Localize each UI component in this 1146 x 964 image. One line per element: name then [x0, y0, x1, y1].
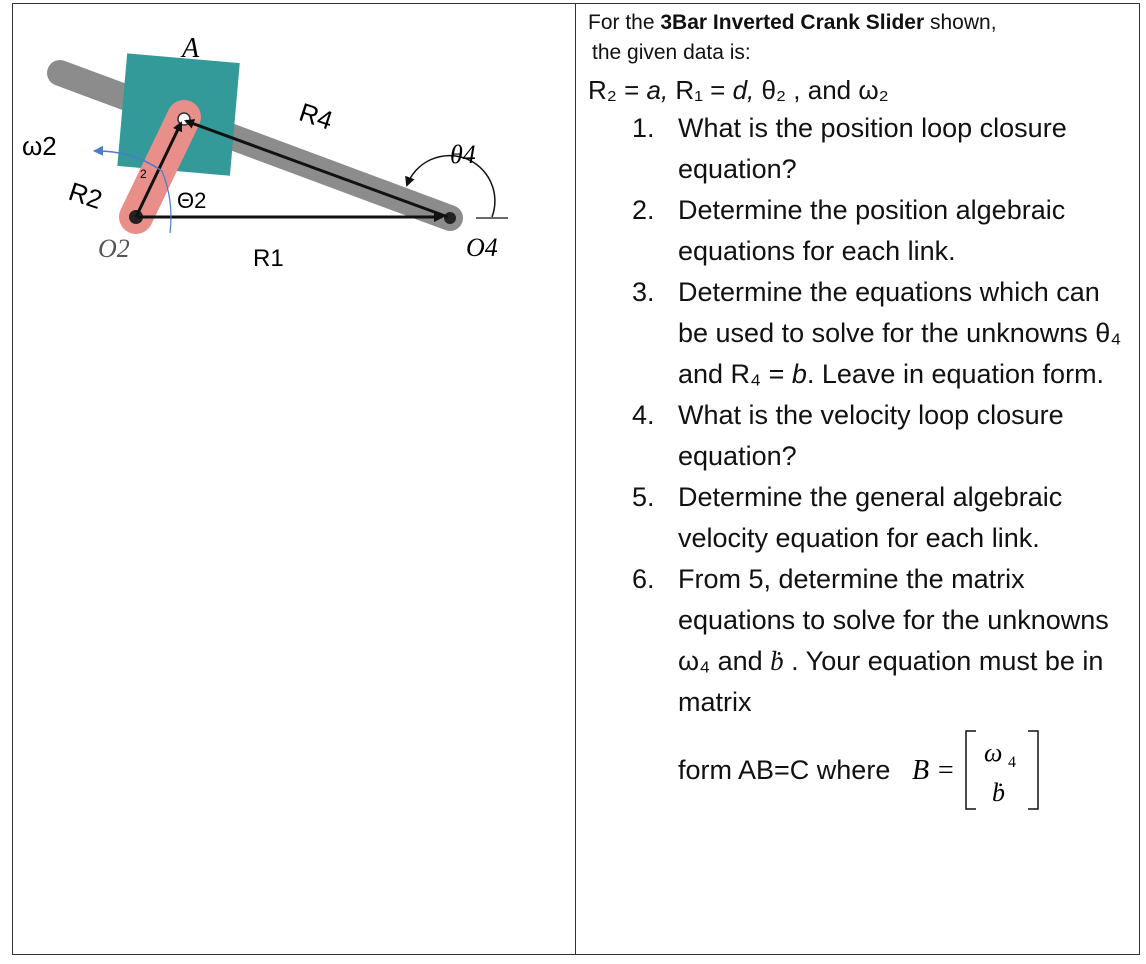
omega-entry: ω — [984, 738, 1003, 767]
question-4: 4. What is the velocity loop closure equation? — [632, 400, 1064, 471]
question-1: 1. What is the position loop closure equation? — [632, 113, 1067, 184]
bdot-entry: ḃ — [992, 778, 1006, 807]
label-theta4: θ4 — [450, 140, 476, 169]
svg-text:B =: B = — [912, 755, 956, 786]
question-6: 6. From 5, determine the matrix equations to solve for the unknowns ω₄ and ḃ . Your equation must be in matrix form AB=C where B = ω 4 ḃ — [588, 559, 1136, 815]
problem-intro: For the 3Bar Inverted Crank Slider shown, the given data is: — [588, 8, 1136, 68]
omega-subscript: 4 — [1008, 754, 1017, 771]
pivot-O4 — [444, 212, 456, 224]
label-R1: R1 — [253, 245, 284, 272]
column-divider — [575, 3, 576, 955]
matrix-B — [904, 725, 1054, 815]
matrix-form-line: form AB=C where B = ω 4 ḃ — [678, 725, 1136, 815]
problem-text — [588, 8, 1136, 815]
intro-line-2: the given data is: — [592, 41, 751, 64]
label-A: A — [182, 33, 200, 64]
question-2: 2. Determine the position algebraic equations for each link. — [632, 195, 1066, 266]
b-dot: ḃ — [770, 646, 784, 676]
label-O4: O4 — [466, 233, 498, 262]
label-O2: O2 — [98, 234, 130, 263]
mechanism-name: 3Bar Inverted Crank Slider — [660, 11, 925, 34]
given-data: R₂ = a, R₁ = d, θ₂ , and ω₂ — [588, 75, 889, 105]
mechanism-diagram — [14, 5, 574, 305]
label-omega2: ω2 — [22, 131, 57, 161]
question-3: 3. Determine the equations which can be used to solve for the unknowns θ₄ and R₄ = b. Leave in equation form. — [632, 277, 1122, 389]
label-R4: R4 — [295, 96, 337, 136]
question-5: 5. Determine the general algebraic velocity equation for each link. — [632, 482, 1063, 553]
label-link2: 2 — [140, 167, 147, 181]
label-theta2: Θ2 — [177, 188, 207, 213]
label-R2: R2 — [65, 176, 106, 215]
